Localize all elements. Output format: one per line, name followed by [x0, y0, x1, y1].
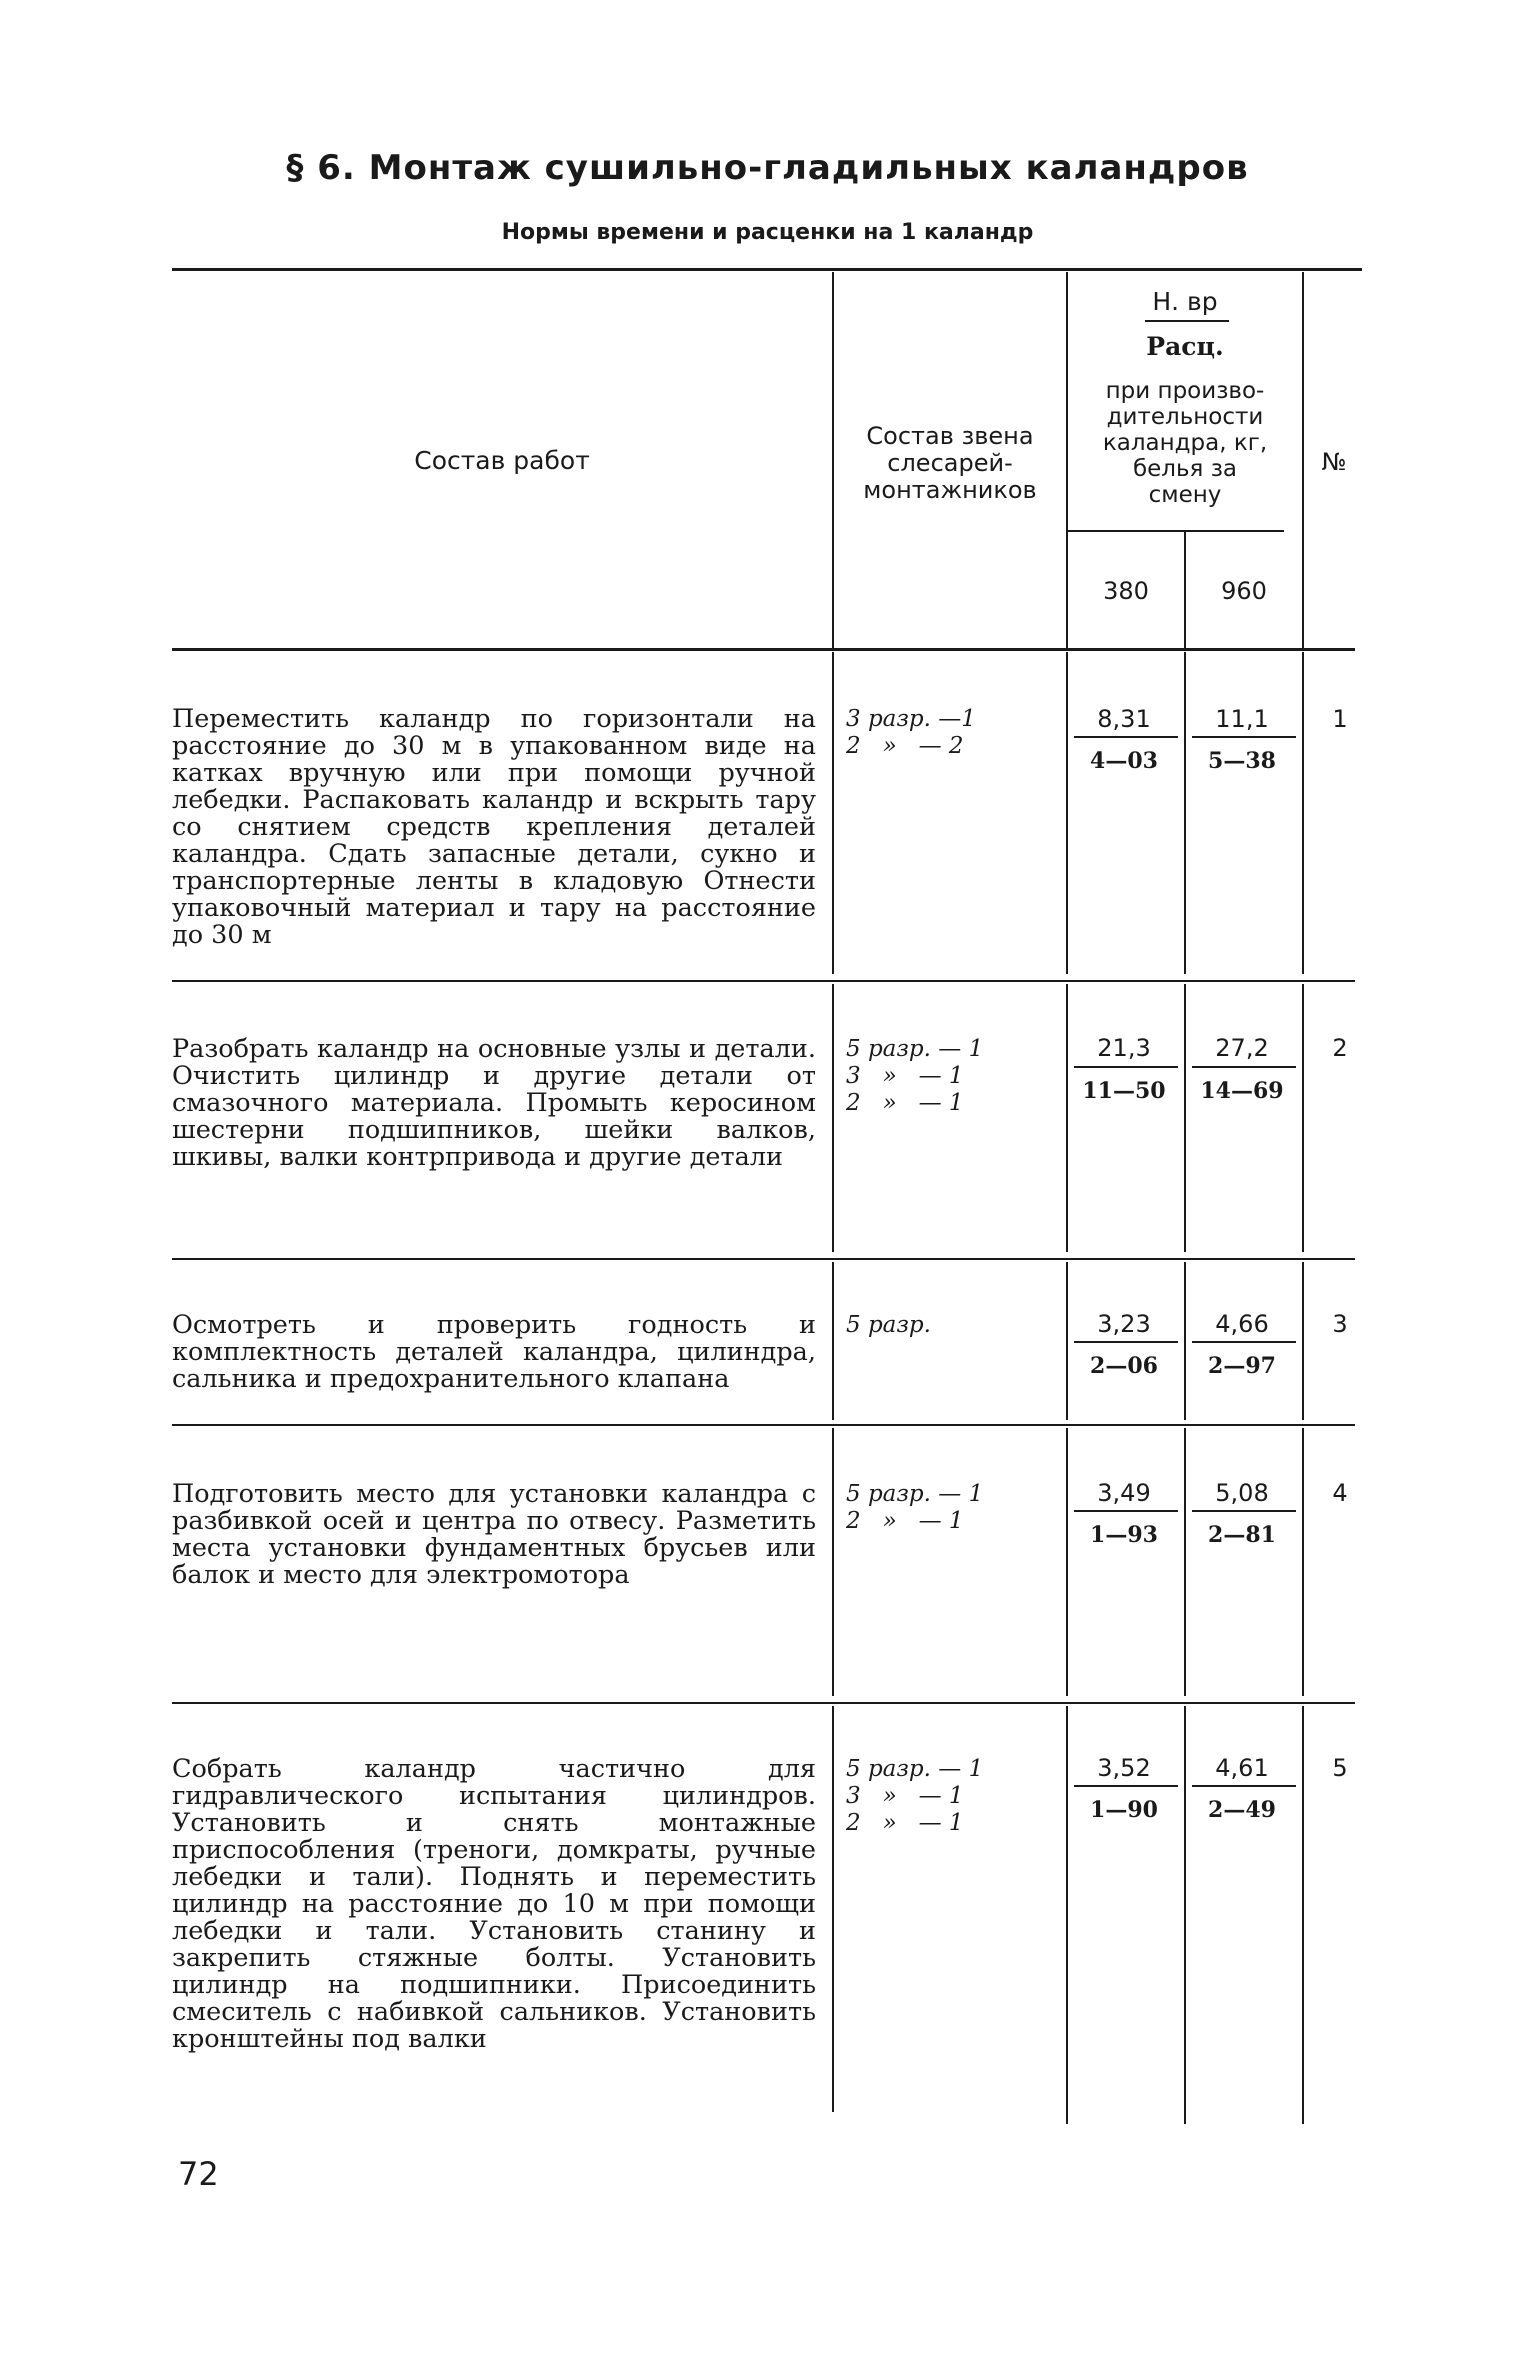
row-col-divider	[1184, 1428, 1186, 1696]
header-bottom-rule	[172, 648, 1355, 651]
norm-time-380: 3,49	[1097, 1479, 1151, 1507]
work-description: Собрать каландр частично для гидравлического испытания цилиндров. Установить и снять монтажные приспособления (треноги, домкраты, ручные лебедки и тали). Поднять и переместить цилиндр на расстояние до 10 м при помощи лебедки и тали. Установить станину и закрепить стяжные болты. Установить цилиндр на подшипники. Присоединить смеситель с набивкой сальников. Установить кронштейны под валки	[172, 1754, 816, 2054]
crew-line: 3 » — 1	[846, 1783, 964, 1809]
crew-line: 5 разр. — 1	[846, 1756, 984, 1782]
crew-header-line: слесарей-	[887, 449, 1013, 477]
rate-960: 5—38	[1208, 748, 1276, 774]
crew-line: 3 разр. —1	[846, 706, 976, 732]
row-number: 5	[1332, 1754, 1348, 1782]
crew-header-line: Состав звена	[866, 422, 1034, 450]
row-col-divider	[1066, 984, 1068, 1252]
crew-line: 3 » — 1	[846, 1063, 964, 1089]
work-column-header: Состав работ	[414, 446, 590, 475]
productivity-line: каландра, кг,	[1102, 430, 1268, 456]
row-col-divider	[1066, 652, 1068, 974]
row-col-divider	[832, 1428, 834, 1696]
productivity-line: белья за	[1132, 456, 1238, 482]
row-col-divider	[832, 1706, 834, 2112]
row-col-divider	[1302, 652, 1304, 974]
crew-header-line: монтажников	[863, 476, 1037, 504]
norm-time-960: 11,1	[1215, 705, 1269, 733]
fraction-line	[1192, 1341, 1296, 1343]
row-col-divider	[832, 1262, 834, 1420]
crew-composition	[846, 1756, 1046, 1837]
norm-time-380: 8,31	[1097, 705, 1151, 733]
row-divider	[172, 980, 1355, 982]
fraction-line	[1074, 736, 1178, 738]
productivity-label	[1070, 378, 1300, 508]
productivity-line: дительности	[1106, 404, 1264, 430]
fraction-line	[1192, 1785, 1296, 1787]
norm-fraction-line	[1145, 320, 1229, 322]
col-divider	[832, 272, 834, 648]
rate-380: 2—06	[1090, 1353, 1158, 1379]
rate-380: 11—50	[1082, 1078, 1166, 1104]
fraction-line	[1192, 1066, 1296, 1068]
row-divider	[172, 1702, 1355, 1704]
norm-time-960: 27,2	[1215, 1034, 1269, 1062]
row-col-divider	[1302, 1706, 1304, 2124]
crew-column-header	[836, 423, 1064, 504]
page-number: 72	[178, 2155, 219, 2193]
work-description: Подготовить место для установки каландра с разбивкой осей и центра по отвесу. Разметить места установки фундаментных брусьев или балок и место для электромотора	[172, 1479, 816, 1590]
norm-time-380: 21,3	[1097, 1034, 1151, 1062]
row-number: 4	[1332, 1479, 1348, 1507]
crew-line: 2 » — 1	[846, 1508, 964, 1534]
norm-time-960: 4,66	[1215, 1310, 1269, 1338]
row-divider	[172, 1424, 1355, 1426]
row-col-divider	[1184, 1262, 1186, 1420]
row-col-divider	[1066, 1428, 1068, 1696]
row-divider	[172, 1258, 1355, 1260]
row-number: 1	[1332, 705, 1348, 733]
norm-time-380: 3,23	[1097, 1310, 1151, 1338]
fraction-line	[1074, 1785, 1178, 1787]
norm-time-960: 5,08	[1215, 1479, 1269, 1507]
crew-line: 2 » — 1	[846, 1810, 964, 1836]
capacity-divider	[1068, 530, 1284, 532]
rate-960: 14—69	[1200, 1078, 1284, 1104]
fraction-line	[1192, 1510, 1296, 1512]
fraction-line	[1192, 736, 1296, 738]
row-col-divider	[1184, 984, 1186, 1252]
crew-line: 2 » — 2	[846, 733, 964, 759]
productivity-line: смену	[1148, 482, 1222, 508]
productivity-line: при произво-	[1105, 378, 1265, 404]
fraction-line	[1074, 1510, 1178, 1512]
work-description: Разобрать каландр на основные узлы и детали. Очистить цилиндр и другие детали от смазочного материала. Промыть керосином шестерни подшипников, шейки валков, шкивы, валки контрпривода и другие детали	[172, 1034, 816, 1172]
crew-composition	[846, 1481, 1046, 1535]
crew-composition	[846, 706, 1046, 760]
rate-960: 2—81	[1208, 1522, 1276, 1548]
norm-time-960: 4,61	[1215, 1754, 1269, 1782]
row-number: 2	[1332, 1034, 1348, 1062]
rate-label: Расц.	[1146, 332, 1224, 361]
crew-line: 5 разр. — 1	[846, 1036, 984, 1062]
row-number: 3	[1332, 1310, 1348, 1338]
capacity-960-header: 960	[1221, 577, 1267, 605]
rate-380: 4—03	[1090, 748, 1158, 774]
crew-line: 5 разр. — 1	[846, 1481, 984, 1507]
row-col-divider	[832, 652, 834, 974]
fraction-line	[1074, 1066, 1178, 1068]
norm-time-380: 3,52	[1097, 1754, 1151, 1782]
work-description: Осмотреть и проверить годность и комплектность деталей каландра, цилиндра, сальника и предохранительного клапана	[172, 1310, 816, 1394]
number-column-header: №	[1321, 448, 1347, 476]
rate-380: 1—93	[1090, 1522, 1158, 1548]
row-col-divider	[1066, 1262, 1068, 1420]
row-col-divider	[1184, 652, 1186, 974]
table-subtitle: Нормы времени и расценки на 1 каландр	[501, 220, 1034, 245]
rate-960: 2—49	[1208, 1797, 1276, 1823]
row-col-divider	[1302, 1262, 1304, 1420]
section-title: § 6. Монтаж сушильно-гладильных каландров	[286, 148, 1249, 188]
rate-380: 1—90	[1090, 1797, 1158, 1823]
rate-960: 2—97	[1208, 1353, 1276, 1379]
capacity-380-header: 380	[1103, 577, 1149, 605]
crew-line: 5 разр.	[846, 1312, 931, 1338]
table-top-rule	[172, 268, 1362, 271]
crew-composition	[846, 1312, 1046, 1339]
fraction-line	[1074, 1341, 1178, 1343]
norm-time-label: Н. вр	[1152, 287, 1218, 316]
row-col-divider	[1302, 1428, 1304, 1696]
row-col-divider	[832, 984, 834, 1252]
crew-line: 2 » — 1	[846, 1090, 964, 1116]
work-description: Переместить каландр по горизонтали на расстояние до 30 м в упакованном виде на катках вручную или при помощи ручной лебедки. Распаковать каландр и вскрыть тару со снятием средств креплени‍я деталей каландра. Сдать запасные детали, сукно и транспортерные ленты в кладовую Отнести упаковочный материал и тару на расстояние до 30 м	[172, 704, 816, 950]
crew-composition	[846, 1036, 1046, 1117]
row-col-divider	[1302, 984, 1304, 1252]
